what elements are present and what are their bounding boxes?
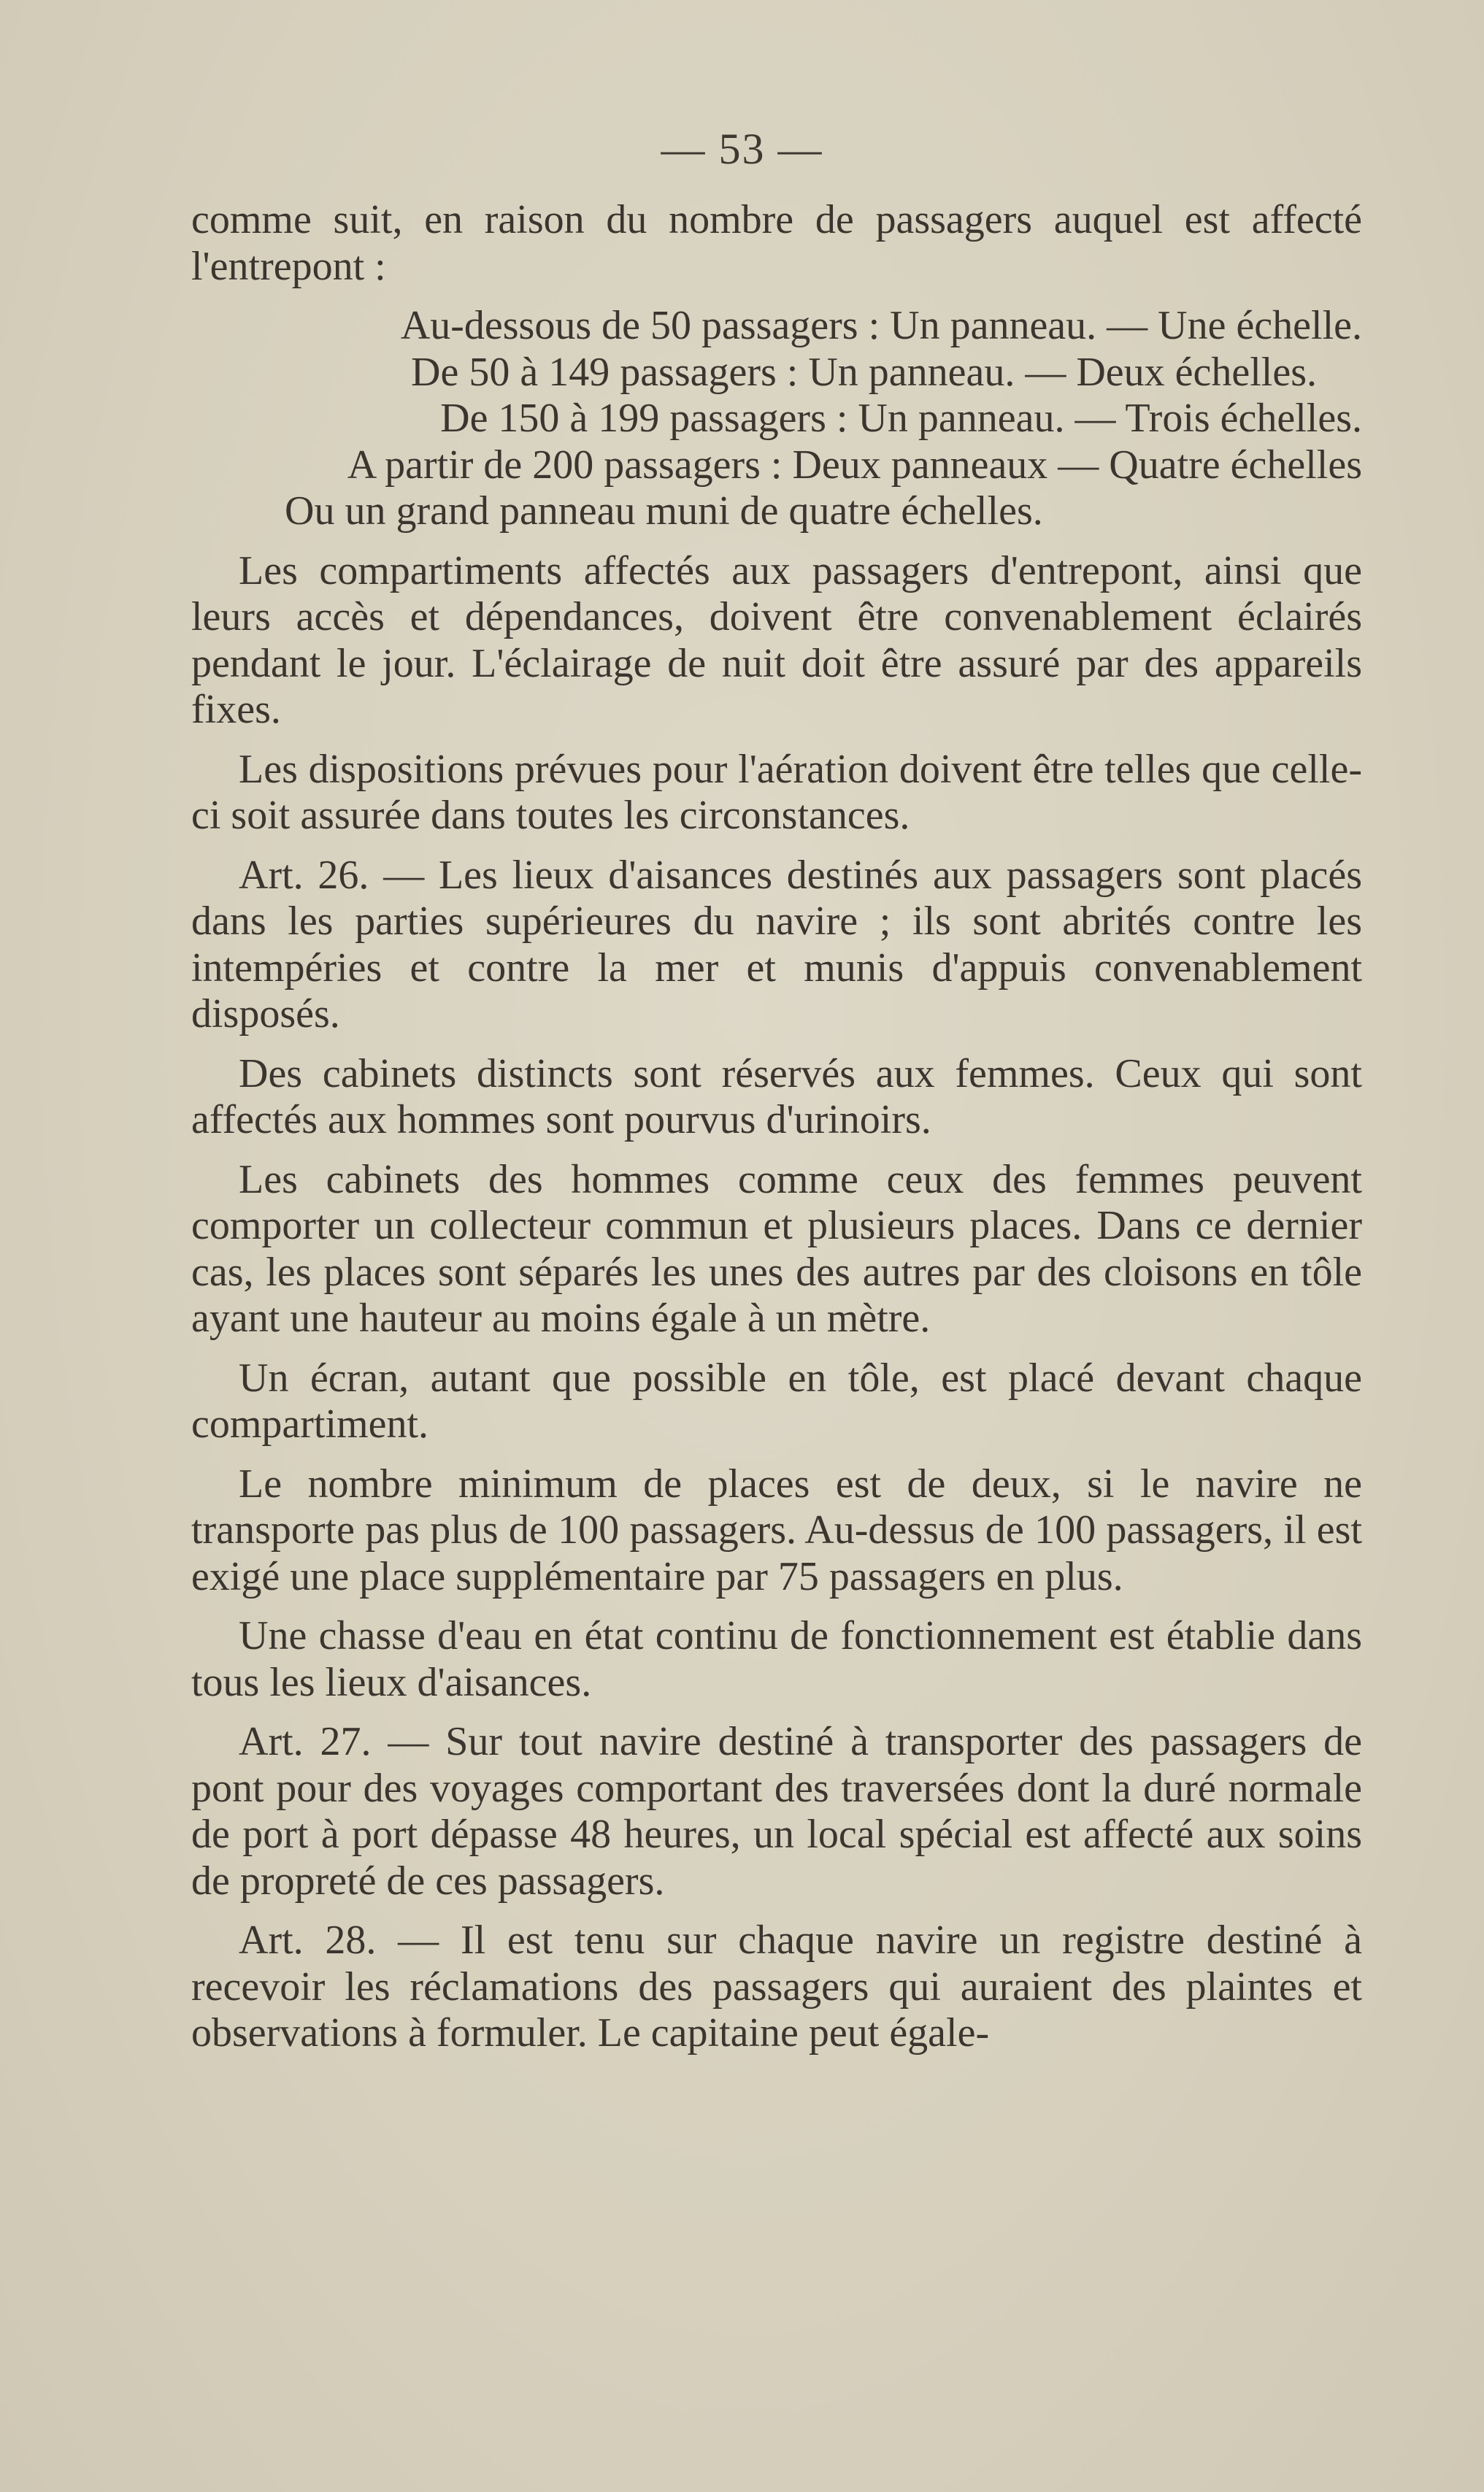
intro-paragraph: comme suit, en raison du nombre de passagers auquel est affecté l'entrepont : [191,197,1362,289]
scale-row: De 50 à 149 passagers : Un panneau. — Deux échelles. [411,349,1317,395]
paragraph: Un écran, autant que possible en tôle, est placé devant chaque compartiment. [191,1355,1362,1447]
page-number: — 53 — [661,125,823,173]
page-body [191,197,1362,2070]
scale-row: De 150 à 199 passagers : Un panneau. — Trois échelles. [440,396,1362,441]
paragraph: Des cabinets distincts sont réservés aux femmes. Ceux qui sont affectés aux hommes sont pourvus d'urinoirs. [191,1050,1362,1142]
paragraph: Les compartiments affectés aux passagers d'entrepont, ainsi que leurs accès et dépendances, doivent être convenablement éclairés pendant le jour. L'éclairage de nuit doit être assuré par des appareils fixes. [191,547,1362,732]
article-26-paragraph: Art. 26. — Les lieux d'aisances destinés aux passagers sont placés dans les parties supérieures du navire ; ils sont abrités contre les intempéries et contre la mer et munis d'appuis convenablement disposés. [191,852,1362,1037]
article-27-paragraph: Art. 27. — Sur tout navire destiné à transporter des passagers de pont pour des voyages comportant des traversées dont la duré normale de port à port dépasse 48 heures, un local spécial est affecté aux soins de propreté de ces passagers. [191,1719,1362,1904]
scale-row: Ou un grand panneau muni de quatre échelles. [285,488,1043,534]
scale-row: Au-dessous de 50 passagers : Un panneau. — Une échelle. [400,303,1362,348]
paragraph: Le nombre minimum de places est de deux, si le navire ne transporte pas plus de 100 passagers. Au-dessus de 100 passagers, il est exigé une place supplémentaire par 75 passagers en plus. [191,1461,1362,1599]
paragraph: Une chasse d'eau en état continu de fonctionnement est établie dans tous les lieux d'aisances. [191,1613,1362,1705]
passenger-scale-list [191,303,1362,535]
paragraph: Les cabinets des hommes comme ceux des femmes peuvent comporter un collecteur commun et plusieurs places. Dans ce dernier cas, les places sont séparés les unes des autres par des cloisons en tôle ayant une hauteur au moins égale à un mètre. [191,1156,1362,1341]
paragraph: Les dispositions prévues pour l'aération doivent être telles que celle-ci soit assurée dans toutes les circonstances. [191,746,1362,838]
article-28-paragraph: Art. 28. — Il est tenu sur chaque navire un registre destiné à recevoir les réclamations des passagers qui auraient des plaintes et observations à formuler. Le capitaine peut égale- [191,1918,1362,2055]
scale-row: A partir de 200 passagers : Deux panneaux — Quatre échelles [347,442,1362,488]
